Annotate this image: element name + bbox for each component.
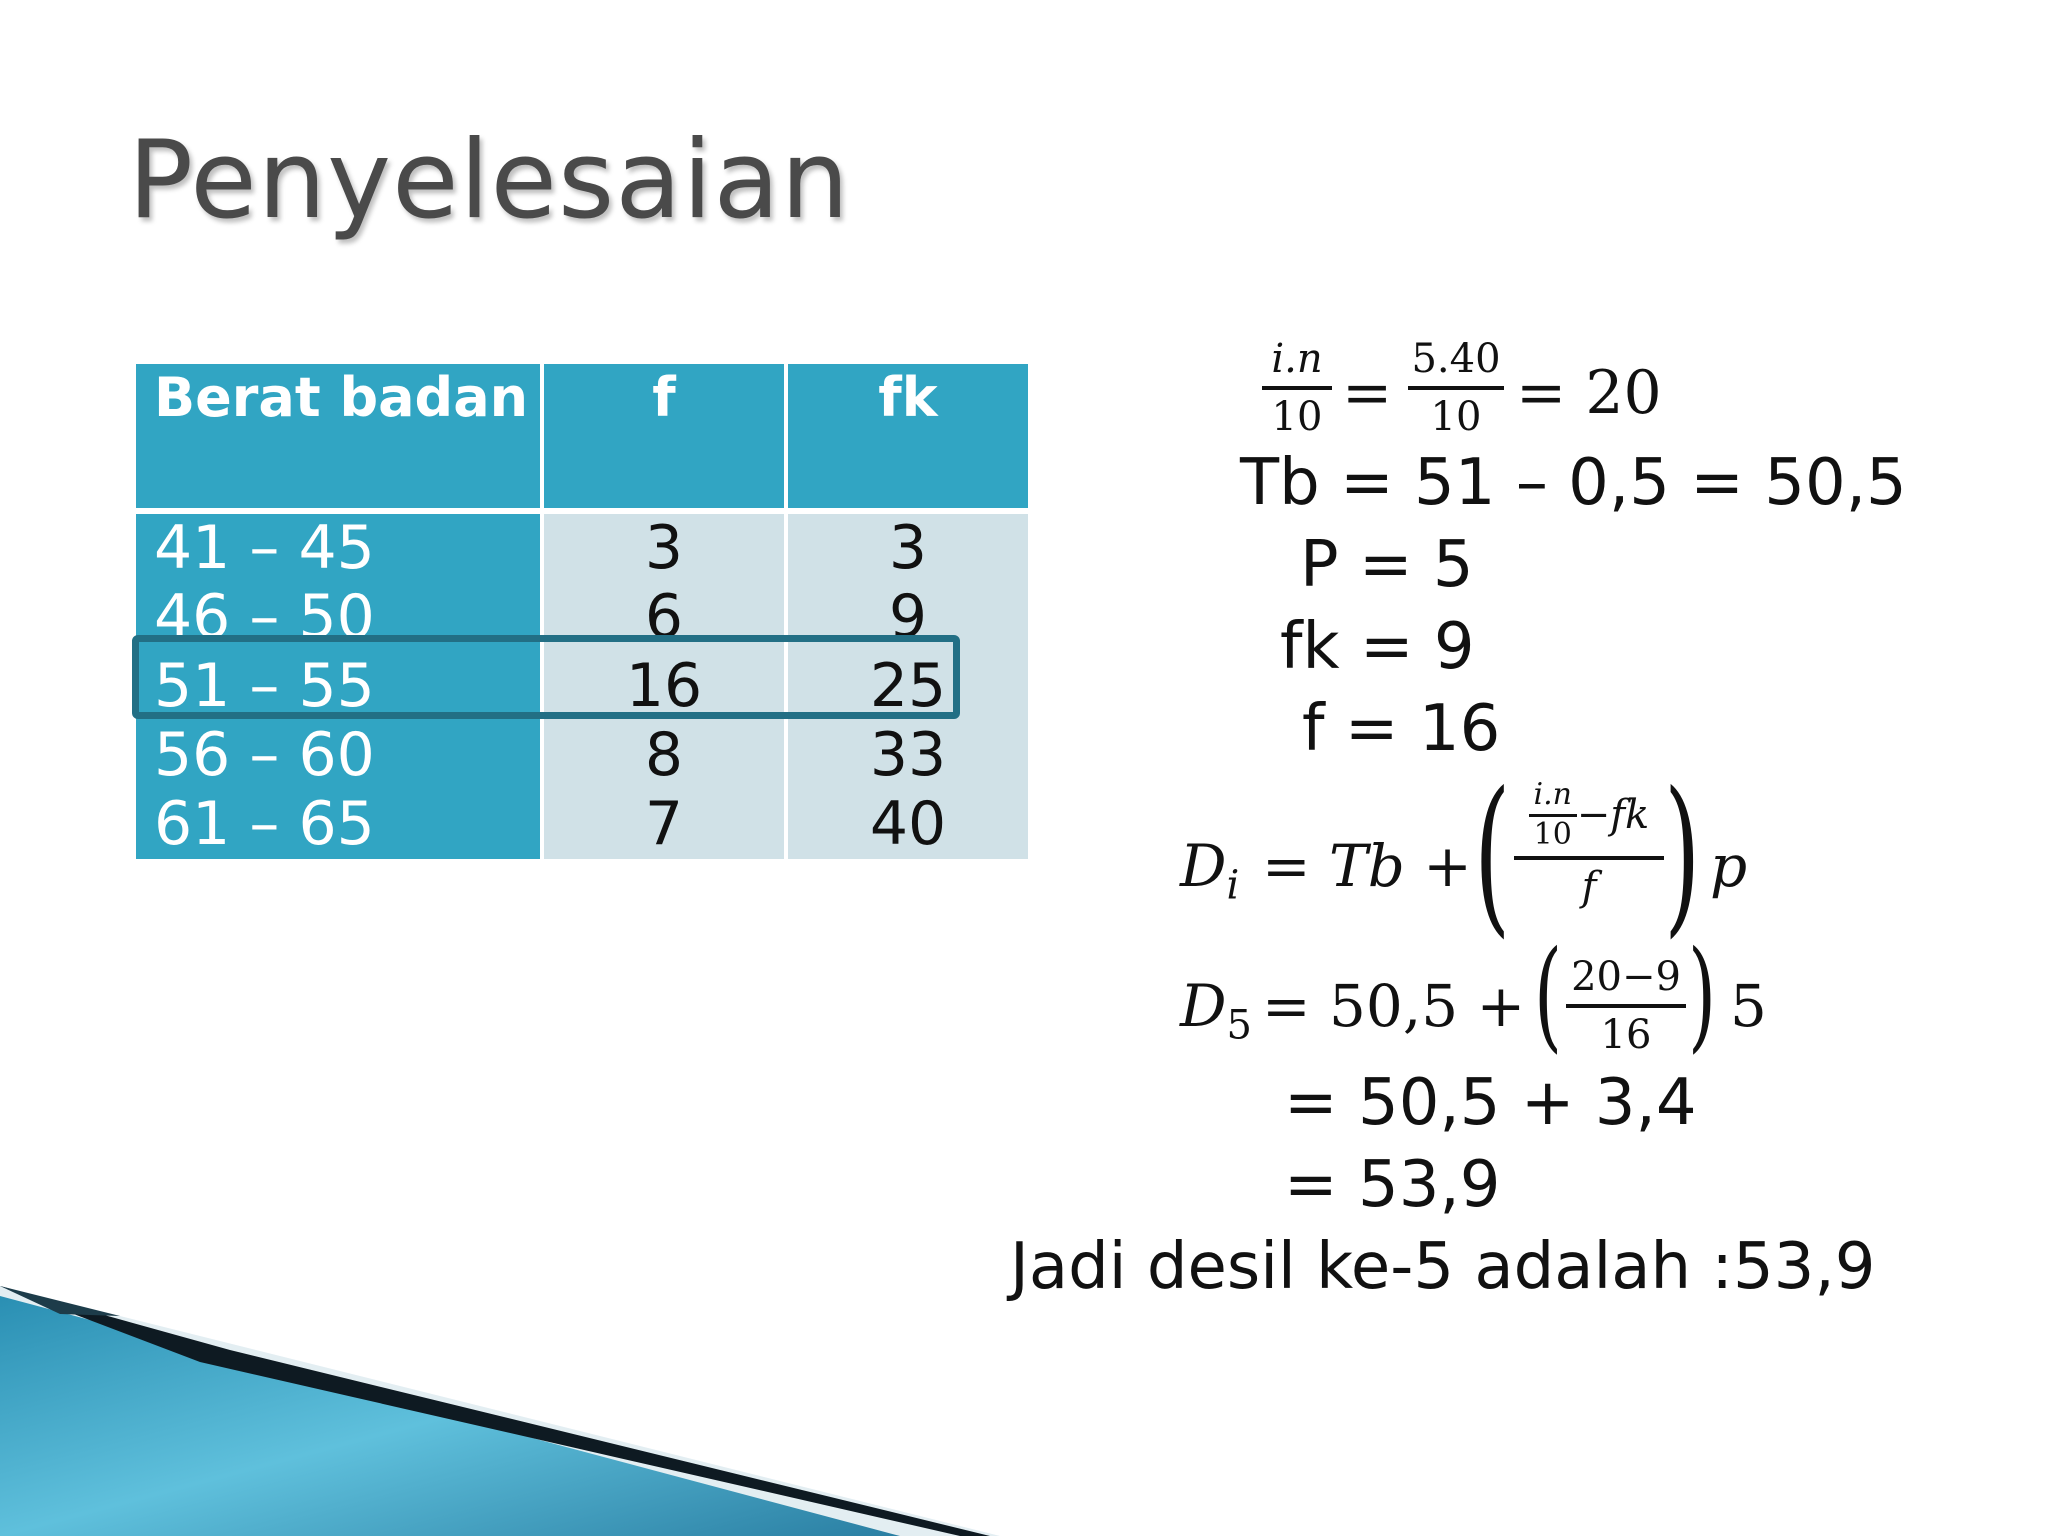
sub-left-paren: ( xyxy=(1534,926,1563,1065)
highlighted-row-box xyxy=(132,635,960,719)
step-2: = 53,9 xyxy=(1284,1148,1501,1222)
table-cell: 3 xyxy=(888,513,928,583)
fraction-in-over-10: i.n 10 xyxy=(1262,336,1332,440)
table-cell: 25 xyxy=(869,651,947,721)
fraction-540-over-10: 5.40 10 xyxy=(1408,336,1504,440)
table-cell: 3 xyxy=(644,513,684,583)
table-cell: 9 xyxy=(888,582,928,652)
table-cell: 51 – 55 xyxy=(154,651,375,721)
equals-sign: = xyxy=(1342,358,1393,428)
table-cell: 16 xyxy=(625,651,703,721)
left-paren: ( xyxy=(1474,756,1511,954)
table-header-row xyxy=(136,364,1028,508)
step-1: = 50,5 + 3,4 xyxy=(1284,1066,1697,1140)
sub-fraction: 20−9 16 xyxy=(1566,954,1686,1058)
sub-tail: 5 xyxy=(1730,972,1767,1040)
tb-equation: Tb = 51 – 0,5 = 50,5 xyxy=(1240,446,1907,520)
table-cell: 7 xyxy=(644,789,684,859)
table-cell: 33 xyxy=(869,720,947,790)
p-equation: P = 5 xyxy=(1300,528,1474,602)
slide-title: Penyelesaian xyxy=(128,118,851,243)
table-cell: 6 xyxy=(644,582,684,652)
formula-eq: = Tb + xyxy=(1262,832,1472,900)
right-paren: ) xyxy=(1664,756,1701,954)
header-f: f xyxy=(540,364,788,508)
table-cell: 46 – 50 xyxy=(154,582,375,652)
formula-inner-fraction: $\frac{i.n}{10}$ −fk f xyxy=(1514,778,1664,910)
fk-equation: fk = 9 xyxy=(1280,610,1475,684)
f-equation: f = 16 xyxy=(1302,692,1501,766)
sub-lhs: $D_5$ xyxy=(1180,972,1252,1049)
frequency-table xyxy=(136,364,1028,859)
header-berat-badan: Berat badan xyxy=(136,364,540,508)
formula-tail: p xyxy=(1710,832,1748,900)
formula-lhs: $D_i$ xyxy=(1180,832,1240,909)
position-result: = 20 xyxy=(1516,358,1662,428)
corner-swoosh-decoration xyxy=(0,1286,1000,1536)
header-fk: fk xyxy=(788,364,1028,508)
table-cell: 56 – 60 xyxy=(154,720,375,790)
table-cell: 61 – 65 xyxy=(154,789,375,859)
sub-right-paren: ) xyxy=(1688,926,1717,1065)
conclusion-text: Jadi desil ke-5 adalah :53,9 xyxy=(1010,1230,1876,1304)
table-cell: 41 – 45 xyxy=(154,513,375,583)
table-cell: 40 xyxy=(869,789,947,859)
sub-eq: = 50,5 + xyxy=(1262,972,1526,1040)
table-cell: 8 xyxy=(644,720,684,790)
